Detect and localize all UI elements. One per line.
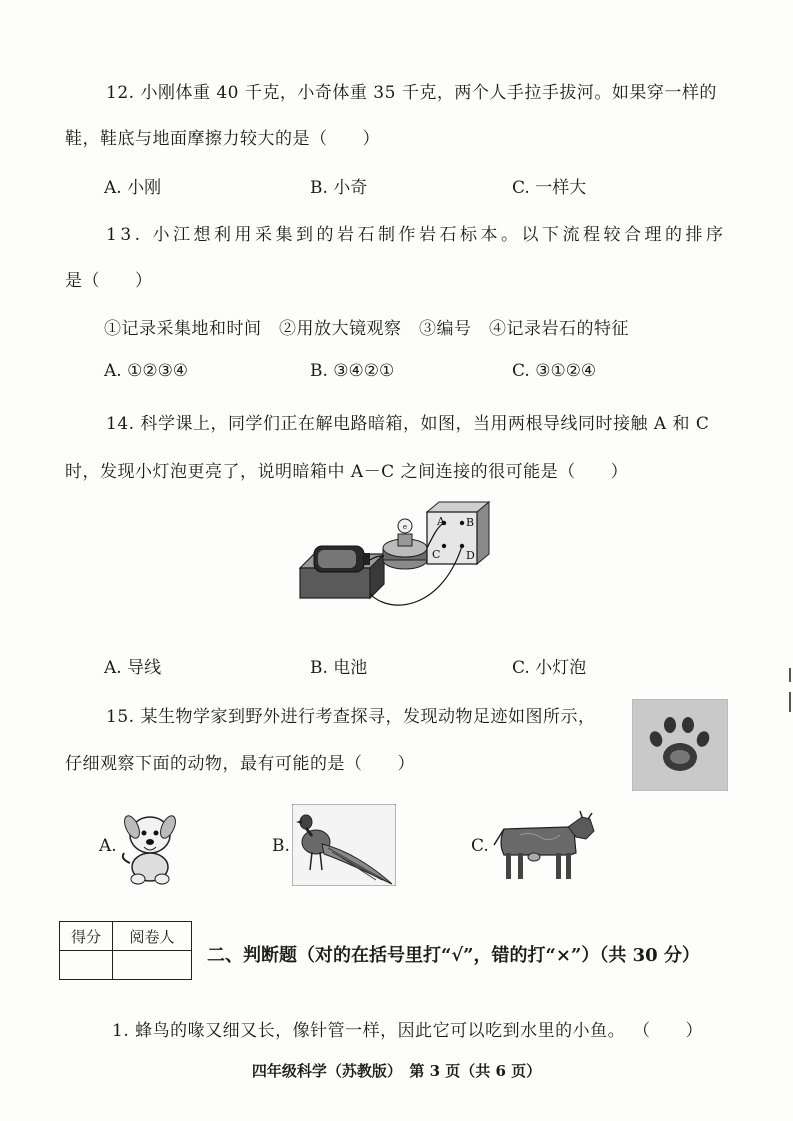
q13-line2: 是（ ） <box>65 271 153 291</box>
q15-line1: 15. 某生物学家到野外进行考查探寻，发现动物足迹如图所示， <box>106 707 596 727</box>
q14-option-c: C. 小灯泡 <box>512 658 587 678</box>
scan-edge-mark <box>789 668 791 682</box>
box-label-b: B <box>466 516 475 529</box>
paw-print-image <box>632 699 728 791</box>
grader-cell <box>113 951 192 980</box>
cow-image <box>490 809 598 883</box>
score-cell <box>60 951 113 980</box>
q14-option-b: B. 电池 <box>310 658 368 678</box>
q12-line1: 12. 小刚体重 40 千克，小奇体重 35 千克，两个人手拉手拔河。如果穿一样的 <box>106 83 717 103</box>
black-box-icon <box>427 502 489 564</box>
q15-option-b: B. <box>272 836 290 856</box>
q12-option-c: C. 一样大 <box>512 178 587 198</box>
circuit-black-box-figure <box>292 498 492 616</box>
q13-option-a: A. ①②③④ <box>104 361 189 381</box>
box-label-a: A <box>437 515 445 528</box>
q13-steps: ①记录采集地和时间 ②用放大镜观察 ③编号 ④记录岩石的特征 <box>104 319 629 339</box>
q14-option-a: A. 导线 <box>104 658 162 678</box>
section2-q1-answer-paren: （ ） <box>633 1021 703 1041</box>
q14-line1: 14. 科学课上，同学们正在解电路暗箱，如图，当用两根导线同时接触 A 和 C <box>106 414 710 434</box>
q12-option-b: B. 小奇 <box>310 178 368 198</box>
q12-option-a: A. 小刚 <box>104 178 162 198</box>
pheasant-image <box>292 804 396 886</box>
q15-option-a: A. <box>99 836 117 856</box>
q13-option-b: B. ③④②① <box>310 361 395 381</box>
svg-text:e: e <box>402 523 408 531</box>
q14-line2: 时，发现小灯泡更亮了，说明暗箱中 A－C 之间连接的很可能是（ ） <box>65 462 629 482</box>
q13-line1: 13. 小江想利用采集到的岩石制作岩石标本。以下流程较合理的排序 <box>106 225 727 245</box>
scan-edge-mark <box>789 692 791 712</box>
grader-header: 阅卷人 <box>113 922 192 951</box>
bulb-holder-icon <box>383 519 427 569</box>
box-label-d: D <box>466 549 475 562</box>
battery-holder-icon <box>300 546 384 598</box>
section2-q1: 1. 蜂鸟的喙又细又长，像针管一样，因此它可以吃到水里的小鱼。 <box>112 1021 626 1041</box>
q15-line2: 仔细观察下面的动物，最有可能的是（ ） <box>65 754 415 774</box>
puppy-image <box>118 805 180 887</box>
q12-line2: 鞋，鞋底与地面摩擦力较大的是（ ） <box>65 129 380 149</box>
score-header: 得分 <box>60 922 113 951</box>
q13-option-c: C. ③①②④ <box>512 361 597 381</box>
q15-option-c: C. <box>471 836 489 856</box>
page-footer: 四年级科学（苏教版） 第 3 页（共 6 页） <box>251 1062 542 1080</box>
box-label-c: C <box>432 548 441 561</box>
score-table <box>59 921 192 980</box>
section2-title: 二、判断题（对的在括号里打“√”，错的打“×”）（共 30 分） <box>207 945 700 966</box>
